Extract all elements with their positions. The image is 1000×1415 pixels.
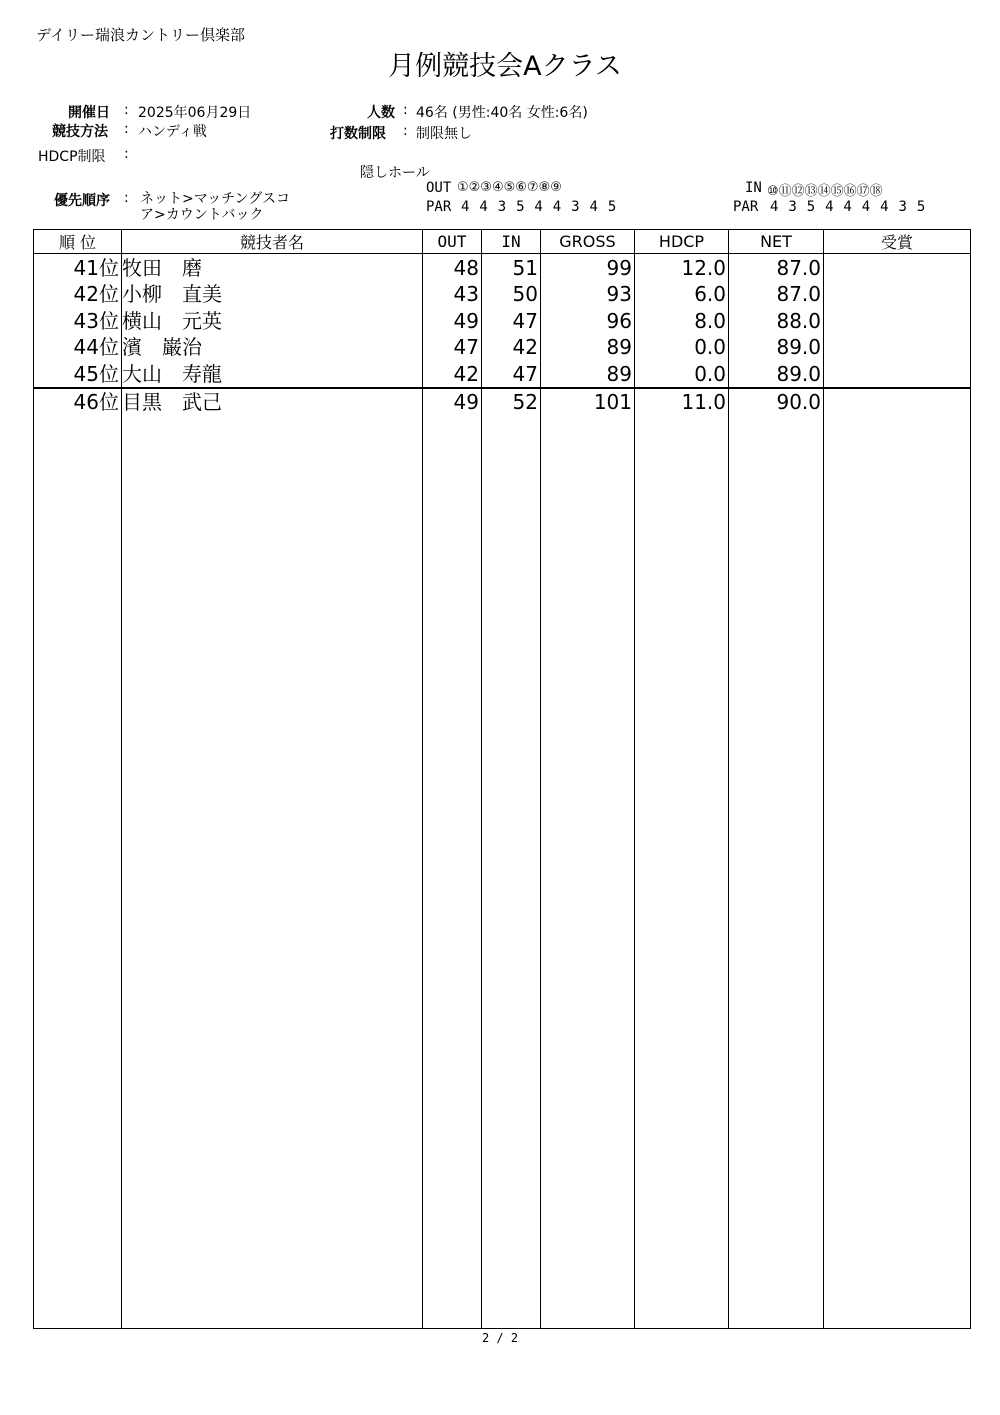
out-par-label: PAR [426,199,452,215]
col-gross: GROSS [541,230,635,254]
out-pars: 4 4 3 5 4 4 3 4 5 [461,199,617,215]
hidden-holes-label: 隠しホール [360,165,430,181]
out-cell: 42 [423,360,482,388]
hdcp-cell: 11.0 [635,388,729,416]
in-par-label: PAR [733,199,759,215]
gross-cell: 101 [541,388,635,416]
rank-cell: 45位 [34,360,122,388]
priority-line1: ネット>マッチングスコ [140,191,291,207]
club-name: デイリー瑞浪カントリー倶楽部 [36,26,245,44]
rank-cell: 41位 [34,254,122,281]
hdcp-limit-label: HDCP制限 [38,149,106,165]
gross-cell: 89 [541,334,635,361]
in-holes-label: IN [745,180,762,196]
colon: : [124,190,129,206]
in-cell: 47 [482,307,541,334]
colon: : [403,102,408,118]
count-value: 46名 (男性:40名 女性:6名) [416,105,588,121]
priority-label: 優先順序 [54,193,110,209]
page-number: 2 / 2 [481,1331,519,1345]
hdcp-cell: 8.0 [635,307,729,334]
date-label: 開催日 [68,105,110,121]
col-award: 受賞 [824,230,971,254]
count-label: 人数 [367,105,395,121]
method-value: ハンディ戦 [138,124,207,140]
hdcp-cell: 0.0 [635,334,729,361]
col-net: NET [729,230,824,254]
gross-cell: 93 [541,281,635,308]
award-cell [824,254,971,281]
out-cell: 49 [423,388,482,416]
name-cell: 小柳 直美 [122,281,423,308]
col-out: OUT [423,230,482,254]
award-cell [824,281,971,308]
stroke-limit-label: 打数制限 [330,126,386,142]
in-cell: 50 [482,281,541,308]
priority-line2: ア>カウントバック [140,207,264,223]
table-row [34,334,971,361]
page-title: 月例競技会Aクラス [388,51,622,82]
out-holes-label: OUT [426,180,452,196]
out-cell: 49 [423,307,482,334]
colon: : [403,123,408,139]
award-cell [824,307,971,334]
in-cell: 51 [482,254,541,281]
rank-cell: 43位 [34,307,122,334]
award-cell [824,360,971,388]
table-row [34,388,971,416]
award-cell [824,334,971,361]
hdcp-cell: 12.0 [635,254,729,281]
net-cell: 87.0 [729,281,824,308]
rank-cell: 46位 [34,388,122,416]
table-filler [34,415,971,1329]
name-cell: 目黒 武己 [122,388,423,416]
method-label: 競技方法 [52,124,108,140]
colon: : [124,146,129,162]
net-cell: 90.0 [729,388,824,416]
gross-cell: 96 [541,307,635,334]
name-cell: 牧田 磨 [122,254,423,281]
name-cell: 大山 寿龍 [122,360,423,388]
gross-cell: 89 [541,360,635,388]
stroke-limit-value: 制限無し [416,126,472,142]
in-pars: 4 3 5 4 4 4 4 3 5 [770,199,926,215]
net-cell: 88.0 [729,307,824,334]
in-cell: 47 [482,360,541,388]
results-table [33,229,971,1329]
name-cell: 横山 元英 [122,307,423,334]
award-cell [824,388,971,416]
in-hole-numbers: ⑩⑪⑫⑬⑭⑮⑯⑰⑱ [767,184,883,199]
out-cell: 43 [423,281,482,308]
colon: : [124,121,129,137]
net-cell: 87.0 [729,254,824,281]
table-row [34,281,971,308]
in-cell: 42 [482,334,541,361]
col-hdcp: HDCP [635,230,729,254]
name-cell: 濱 巌治 [122,334,423,361]
out-cell: 47 [423,334,482,361]
out-hole-numbers: ①②③④⑤⑥⑦⑧⑨ [457,180,562,195]
table-row [34,254,971,281]
table-row [34,307,971,334]
date-value: 2025年06月29日 [138,105,252,121]
net-cell: 89.0 [729,360,824,388]
col-in: IN [482,230,541,254]
table-row [34,360,971,388]
out-cell: 48 [423,254,482,281]
colon: : [124,102,129,118]
rank-cell: 44位 [34,334,122,361]
rank-cell: 42位 [34,281,122,308]
in-cell: 52 [482,388,541,416]
col-name: 競技者名 [122,230,423,254]
net-cell: 89.0 [729,334,824,361]
hdcp-cell: 6.0 [635,281,729,308]
table-header-row [34,230,971,254]
col-rank: 順 位 [34,230,122,254]
gross-cell: 99 [541,254,635,281]
hdcp-cell: 0.0 [635,360,729,388]
